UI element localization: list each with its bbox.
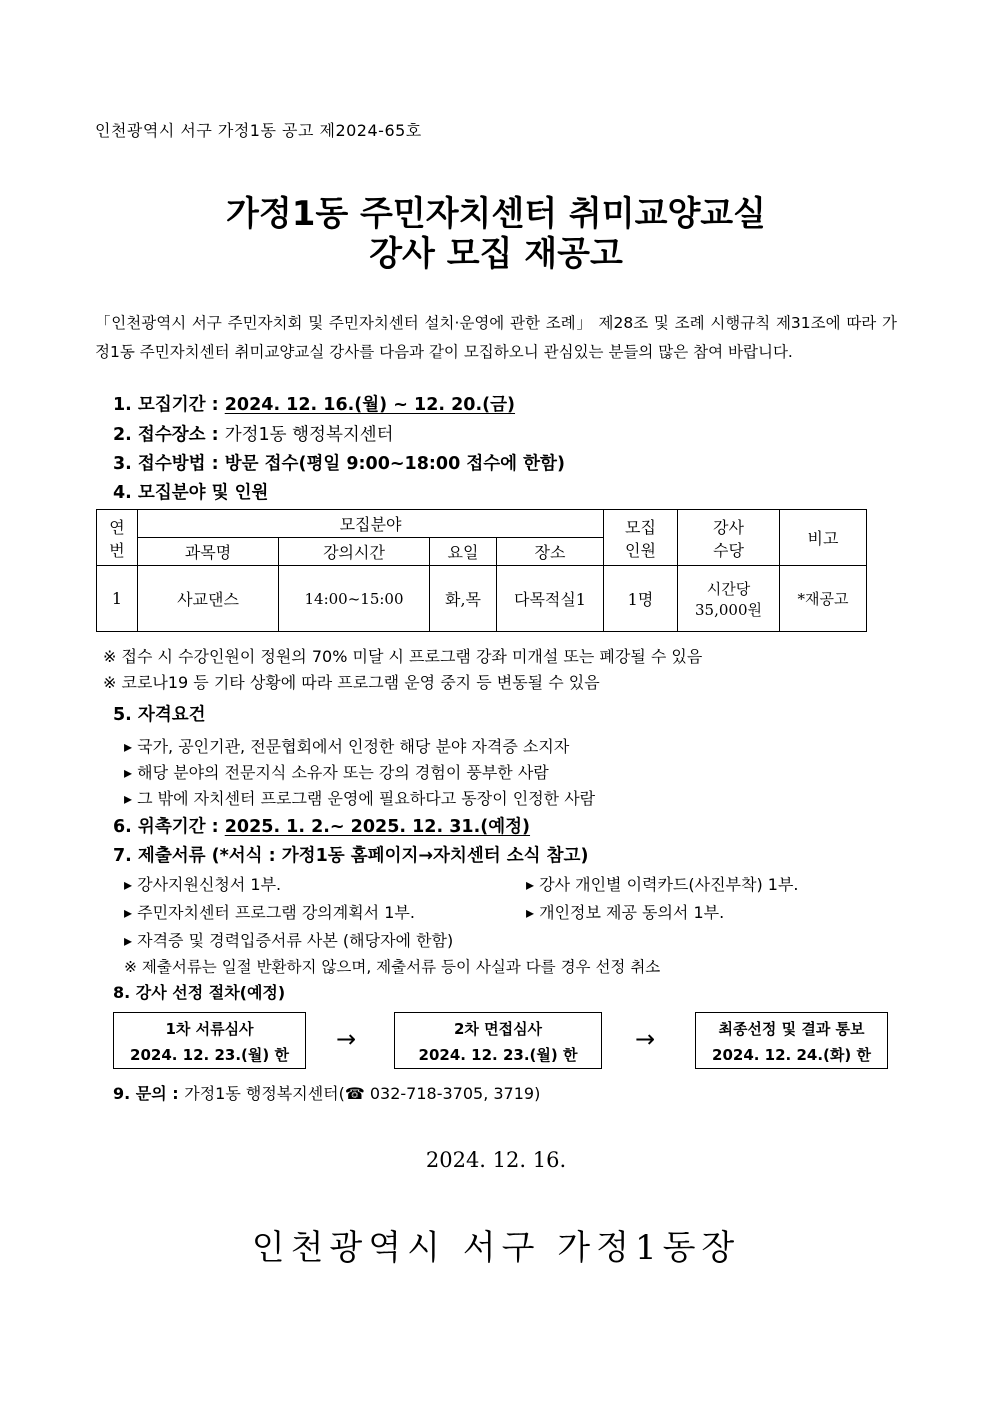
header-subject: 과목명 — [138, 538, 279, 566]
step-1-box — [113, 1012, 306, 1069]
step-2-date: 2024. 12. 23.(월) 한 — [418, 1046, 578, 1064]
step-1-date: 2024. 12. 23.(월) 한 — [130, 1046, 289, 1064]
document-1: ▸ 강사지원신청서 1부. — [124, 875, 282, 894]
section-9-value: 가정1동 행정복지센터(☎ 032-718-3705, 3719) — [184, 1084, 541, 1103]
step-2-box — [394, 1012, 602, 1069]
title-line-1: 가정1동 주민자치센터 취미교양교실 — [226, 194, 766, 234]
section-9 — [113, 1081, 540, 1104]
section-2-label: 2. 접수장소 : — [113, 425, 225, 445]
document-5: ▸ 자격증 및 경력입증서류 사본 (해당자에 한함) — [124, 931, 454, 950]
document-4: ▸ 개인정보 제공 동의서 1부. — [526, 903, 725, 922]
section-3-value: 방문 접수(평일 9:00~18:00 접수에 한함) — [224, 454, 565, 474]
header-fee-2: 수당 — [713, 540, 744, 560]
issuer-name: 인천광역시 서구 가정1동장 — [251, 1228, 741, 1268]
qualification-1: ▸ 국가, 공인기관, 전문협회에서 인정한 해당 분야 자격증 소지자 — [124, 737, 570, 756]
section-9-label: 9. 문의 : — [113, 1084, 185, 1103]
document-note: ※ 제출서류는 일절 반환하지 않으며, 제출서류 등이 사실과 다를 경우 선정 취소 — [124, 958, 661, 976]
cell-fee-2: 35,000원 — [695, 600, 762, 619]
qualification-2: ▸ 해당 분야의 전문지식 소유자 또는 강의 경험이 풍부한 사람 — [124, 763, 549, 782]
step-3-date: 2024. 12. 24.(화) 한 — [712, 1046, 871, 1064]
section-6-label: 6. 위촉기간 : — [113, 817, 225, 837]
cell-time: 14:00~15:00 — [279, 566, 430, 632]
section-3-label: 3. 접수방법 : — [113, 454, 225, 474]
issue-date: 2024. 12. 16. — [425, 1148, 567, 1172]
section-6-value: 2025. 1. 2.~ 2025. 12. 31.(예정) — [224, 817, 531, 837]
header-day: 요일 — [430, 538, 497, 566]
header-fee-1: 강사 — [713, 517, 744, 537]
section-8: 8. 강사 선정 절차(예정) — [113, 983, 286, 1002]
qualification-3: ▸ 그 밖에 자치센터 프로그램 운영에 필요하다고 동장이 인정한 사람 — [124, 789, 596, 808]
section-1-label: 1. 모집기간 : — [113, 395, 225, 415]
section-1 — [113, 391, 515, 416]
section-2 — [113, 421, 394, 446]
section-1-value: 2024. 12. 16.(월) ~ 12. 20.(금) — [224, 395, 516, 415]
header-count-1: 모집 — [625, 517, 656, 537]
cell-fee — [678, 566, 780, 632]
arrow-2: → — [635, 1025, 656, 1053]
header-note: 비고 — [780, 510, 867, 566]
table-row — [97, 566, 867, 632]
note-2: ※ 코로나19 등 기타 상황에 따라 프로그램 운영 중지 등 변동될 수 있음 — [103, 673, 600, 692]
notice-number: 인천광역시 서구 가정1동 공고 제2024-65호 — [95, 121, 422, 140]
step-2-title: 2차 면접심사 — [453, 1020, 543, 1038]
header-count — [604, 510, 678, 566]
header-place: 장소 — [497, 538, 604, 566]
cell-note: *재공고 — [780, 566, 867, 632]
section-5: 5. 자격요건 — [113, 705, 206, 725]
cell-subject: 사교댄스 — [138, 566, 279, 632]
intro-paragraph: 「인천광역시 서구 주민자치회 및 주민자치센터 설치·운영에 관한 조례」 제28조 및 조례 시행규칙 제31조에 따라 가정1동 주민자치센터 취미교양교실 강사를 다음과 같이 모집하오니 관심있는 분들의 많은 참여 바랍니다. — [95, 314, 897, 361]
header-no — [97, 510, 138, 566]
section-2-value: 가정1동 행정복지센터 — [224, 425, 394, 445]
header-fee — [678, 510, 780, 566]
header-time: 강의시간 — [279, 538, 430, 566]
step-1-title: 1차 서류심사 — [165, 1020, 254, 1038]
header-field: 모집분야 — [138, 510, 604, 538]
header-count-2: 인원 — [625, 540, 656, 560]
cell-place: 다목적실1 — [497, 566, 604, 632]
document-3: ▸ 주민자치센터 프로그램 강의계획서 1부. — [124, 903, 415, 922]
cell-fee-1: 시간당 — [706, 579, 751, 598]
cell-count: 1명 — [604, 566, 678, 632]
header-no-1: 연 — [109, 517, 125, 537]
section-6 — [113, 813, 530, 838]
title-line-2: 강사 모집 재공고 — [369, 234, 623, 274]
section-3 — [113, 450, 565, 475]
cell-no: 1 — [97, 566, 138, 632]
note-1: ※ 접수 시 수강인원이 정원의 70% 미달 시 프로그램 강좌 미개설 또는 폐강될 수 있음 — [103, 647, 703, 666]
document-2: ▸ 강사 개인별 이력카드(사진부착) 1부. — [526, 875, 799, 894]
cell-day: 화,목 — [430, 566, 497, 632]
arrow-1: → — [336, 1025, 357, 1053]
section-4: 4. 모집분야 및 인원 — [113, 483, 269, 503]
step-3-box — [695, 1012, 888, 1069]
recruitment-table — [96, 509, 867, 632]
section-7: 7. 제출서류 (*서식 : 가정1동 홈페이지→자치센터 소식 참고) — [113, 846, 589, 866]
header-no-2: 번 — [109, 540, 125, 560]
step-3-title: 최종선정 및 결과 통보 — [718, 1020, 865, 1038]
